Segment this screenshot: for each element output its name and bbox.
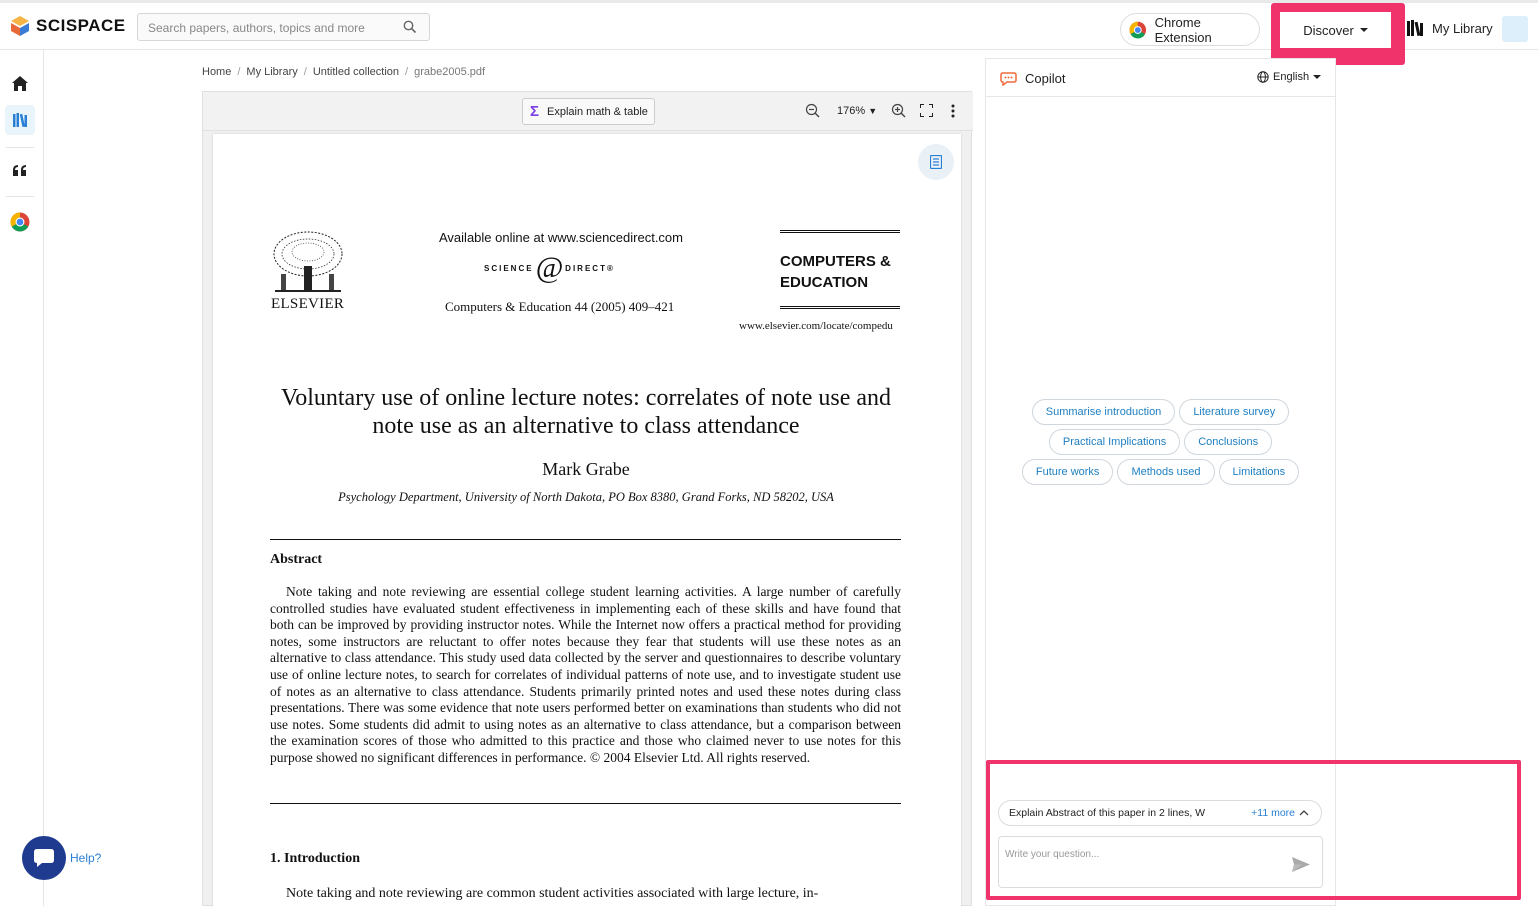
more-prompts-label: +11 more	[1251, 807, 1295, 819]
brand-name: SCISPACE	[36, 16, 126, 35]
breadcrumb-home[interactable]: Home	[202, 66, 232, 78]
help-widget[interactable]	[22, 836, 101, 880]
caret-down-icon: ▼	[868, 106, 878, 116]
breadcrumb-current-file: grabe2005.pdf	[414, 66, 486, 78]
help-label[interactable]: Help?	[70, 851, 102, 865]
left-sidebar	[0, 50, 44, 906]
copilot-title	[1000, 71, 1065, 86]
sciencedirect-logo	[484, 251, 615, 285]
search-placeholder: Search papers, authors, topics and more	[148, 21, 365, 35]
breadcrumb-my-library[interactable]: My Library	[246, 66, 298, 78]
help-chat-button[interactable]	[22, 836, 66, 880]
journal-reference: Computers & Education 44 (2005) 409–421	[445, 299, 675, 314]
send-icon[interactable]	[1292, 857, 1310, 872]
chip-limitations[interactable]: Limitations	[1219, 459, 1300, 485]
avatar[interactable]	[1502, 16, 1528, 42]
suggested-prompt[interactable]	[998, 800, 1322, 826]
chip-row	[986, 399, 1335, 425]
chrome-icon	[10, 212, 30, 232]
introduction-heading: 1. Introduction	[270, 851, 360, 866]
question-placeholder: Write your question...	[1005, 849, 1100, 860]
notes-button[interactable]	[918, 144, 954, 180]
journal-url: www.elsevier.com/locate/compedu	[739, 320, 893, 332]
pdf-page	[213, 134, 961, 907]
more-vertical-icon[interactable]	[951, 104, 955, 118]
horizontal-rule	[270, 539, 901, 540]
language-label: English	[1273, 71, 1310, 83]
sidebar-item-citation[interactable]	[5, 155, 35, 185]
sidebar-item-library[interactable]	[5, 105, 35, 135]
notes-icon	[930, 155, 942, 169]
sigma-icon: Σ	[530, 103, 540, 120]
breadcrumb	[202, 66, 485, 78]
home-icon	[12, 76, 28, 91]
sidebar-divider	[6, 196, 34, 197]
journal-rule-bottom	[780, 306, 900, 310]
sidebar-item-home[interactable]	[5, 68, 35, 98]
breadcrumb-separator: /	[237, 66, 241, 78]
language-select[interactable]	[1257, 71, 1321, 83]
quote-icon	[13, 165, 27, 176]
question-input[interactable]	[998, 836, 1323, 888]
suggested-prompt-text: Explain Abstract of this paper in 2 lines, W	[1009, 807, 1206, 819]
horizontal-rule	[270, 803, 901, 804]
elsevier-tree-logo	[271, 230, 345, 294]
zoom-out-icon[interactable]	[805, 103, 820, 118]
search-input[interactable]	[137, 13, 430, 41]
fullscreen-icon[interactable]	[920, 104, 933, 117]
chip-row	[986, 459, 1335, 485]
pdf-viewer	[202, 91, 972, 906]
abstract-text: Note taking and note reviewing are essential college student learning activities. A large number of carefully controlled studies have evaluated student effectiveness in implementing each of these skills and have found that both can be improved by providing instructor notes. While the Internet now offers a practical method for providing notes, some instructors are reluctant to offer notes because they fear that students will use these notes as an alternative to class attendance. This study used data collected by the server and questionnaires to describe voluntary use of online lecture notes, to search for correlates of individual patterns of note use, and to investigate student use of notes as an alternative to class attendance. Students primarily printed notes and used these notes during class presentations. There was some evidence that note users performed better on examinations than students who did not use notes. Some students did admit to using notes as an alternative to class attendance, but a comparison between the examination scores of those who admitted to this practice and those who claimed never to use notes for this purpose showed no significant differences in performance. © 2004 Elsevier Ltd. All rights reserved.	[270, 584, 901, 765]
journal-title	[780, 251, 891, 293]
explain-math-table-button[interactable]	[522, 98, 655, 125]
breadcrumb-separator: /	[405, 66, 409, 78]
journal-rule-top	[780, 230, 900, 234]
explain-label: Explain math & table	[547, 105, 648, 118]
abstract-heading: Abstract	[270, 552, 323, 567]
zoom-level: 176%	[837, 105, 866, 117]
viewer-toolbar	[203, 92, 973, 131]
scispace-logo-icon	[10, 15, 30, 37]
sidebar-divider	[6, 147, 34, 148]
copilot-chat-icon	[1000, 72, 1017, 86]
my-library-button[interactable]	[1407, 20, 1493, 36]
top-bar	[0, 0, 1538, 50]
globe-icon	[1257, 71, 1269, 83]
chip-literature-survey[interactable]: Literature survey	[1179, 399, 1289, 425]
caret-down-icon	[1360, 27, 1368, 33]
sd-left-text: SCIENCE	[484, 263, 534, 273]
introduction-text: Note taking and note reviewing are common student activities associated with large lecture, in-	[286, 886, 819, 901]
caret-down-icon	[1313, 74, 1321, 80]
author-affiliation: Psychology Department, University of North Dakota, PO Box 8380, Grand Forks, ND 58202, USA	[338, 490, 834, 504]
paper-title: Voluntary use of online lecture notes: correlates of note use and note use as an alternative to class attendance	[280, 385, 892, 439]
sd-right-text: DIRECT®	[565, 263, 615, 273]
sidebar-item-chrome[interactable]	[5, 207, 35, 237]
more-prompts-toggle[interactable]	[1251, 807, 1309, 819]
zoom-level-select[interactable]	[837, 105, 877, 117]
chip-future-works[interactable]: Future works	[1022, 459, 1114, 485]
copilot-header	[986, 59, 1335, 97]
breadcrumb-collection[interactable]: Untitled collection	[312, 66, 400, 78]
search-icon[interactable]	[403, 20, 417, 34]
books-icon	[1407, 20, 1424, 36]
chip-methods-used[interactable]: Methods used	[1117, 459, 1214, 485]
chevron-up-icon	[1299, 810, 1309, 816]
journal-title-line1: COMPUTERS &	[780, 253, 891, 270]
chip-row	[986, 429, 1335, 455]
paper-author: Mark Grabe	[542, 459, 630, 479]
sd-at-sign: @	[535, 251, 564, 284]
suggestion-chips	[986, 399, 1335, 489]
discover-button[interactable]	[1280, 12, 1391, 48]
journal-title-line2: EDUCATION	[780, 274, 869, 291]
chat-bubble-icon	[34, 849, 54, 867]
chip-practical-implications[interactable]: Practical Implications	[1049, 429, 1180, 455]
chrome-extension-label: Chrome Extension	[1154, 14, 1212, 45]
my-library-label: My Library	[1432, 20, 1493, 36]
scispace-logo[interactable]	[10, 15, 126, 37]
library-icon	[13, 113, 28, 127]
discover-label: Discover	[1303, 22, 1354, 38]
chrome-icon	[1129, 21, 1147, 39]
chrome-extension-button[interactable]	[1120, 13, 1260, 46]
publisher-name: ELSEVIER	[271, 296, 345, 312]
breadcrumb-separator: /	[303, 66, 307, 78]
zoom-in-icon[interactable]	[891, 103, 906, 118]
copilot-title-text: Copilot	[1025, 71, 1066, 86]
chip-summarise-introduction[interactable]: Summarise introduction	[1032, 399, 1176, 425]
available-online-text: Available online at www.sciencedirect.com	[439, 230, 683, 245]
chip-conclusions[interactable]: Conclusions	[1184, 429, 1272, 455]
